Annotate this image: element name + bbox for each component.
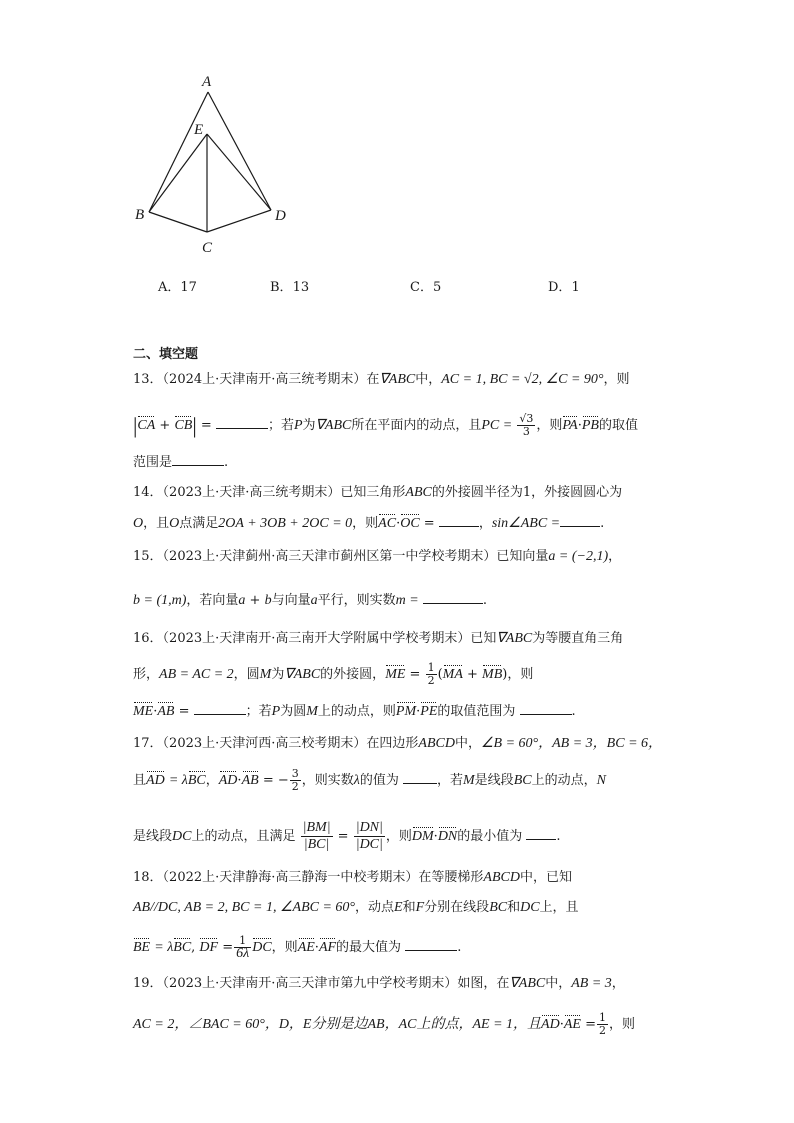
vector-a: a: [310, 593, 318, 608]
text: 和: [402, 900, 416, 915]
ab-ac: AB = AC = 2: [159, 667, 234, 682]
answer-blank[interactable]: [194, 702, 246, 715]
text: ，: [205, 773, 219, 788]
q14-line2: O，且O点满足2OA + 3OB + 2OC = 0，则AC·OC = ，sin∠ABC = .: [133, 516, 605, 531]
text: ，若向量: [186, 593, 239, 608]
vector-me: ME: [133, 704, 154, 719]
point-p: P: [271, 704, 281, 719]
text: 范围是: [133, 455, 173, 470]
q16-line3: ME·AB = ；若P为圆M上的动点，则PM·PE的取值范围为 .: [133, 704, 576, 719]
condition: AC = 1, BC = √2, ∠C = 90°: [441, 372, 604, 387]
choice-value: 1: [571, 280, 580, 295]
text: ，则: [603, 372, 630, 387]
text: ，: [608, 549, 622, 564]
vector-ac: AC: [378, 516, 397, 531]
text: 点满足: [179, 516, 219, 531]
segment-ed: [207, 134, 271, 210]
frac-den: 2: [427, 674, 435, 687]
vector-pm: PM: [395, 704, 417, 719]
text: ，则: [536, 418, 563, 433]
abc: ABC: [405, 485, 432, 500]
text: .: [556, 829, 561, 844]
frac-den: 6λ: [236, 946, 250, 961]
question-number: 17．: [133, 736, 163, 751]
condition: AC = 2，∠BAC = 60°，D，E分别是边AB，AC上的点，AE = 1，且: [133, 1017, 542, 1032]
segment-bc-label: BC: [489, 900, 508, 915]
triangle-symbol: ∇ABC: [379, 372, 416, 387]
text: =: [585, 1017, 596, 1032]
section-title: 二、填空题: [133, 347, 199, 362]
text: = −: [262, 773, 289, 788]
text: ,: [191, 940, 200, 955]
vector-dm: DM: [411, 829, 434, 844]
frac-num: √3: [519, 412, 534, 425]
question-source: （2023上·天津河西·高三校考期末）在四边形: [162, 736, 419, 751]
label-d: D: [275, 208, 286, 224]
lambda-expr: = λ: [154, 940, 174, 955]
text: 与向量: [271, 593, 311, 608]
text: 形，: [133, 667, 160, 682]
label-e: E: [194, 122, 204, 138]
question-source: （2023上·天津南开·高三南开大学附属中学校考期末）已知: [162, 631, 497, 646]
text: ，则: [507, 667, 534, 682]
segment-dc-label: DC: [172, 829, 192, 844]
text: .: [224, 455, 229, 470]
fraction-sqrt3-3: [517, 413, 535, 438]
text: =: [178, 704, 194, 719]
text: 分别在线段: [424, 900, 490, 915]
text: 为: [271, 667, 285, 682]
text: 上的动点，且满足: [191, 829, 296, 844]
text: ，则: [352, 516, 379, 531]
text: ，若: [436, 773, 463, 788]
text: 是线段: [133, 829, 173, 844]
triangle-symbol: ∇ABC: [315, 418, 352, 433]
abs-left: |: [133, 413, 138, 438]
vector-af: AF: [318, 940, 337, 955]
point-n: N: [596, 773, 606, 788]
text: 的外接圆，: [320, 667, 386, 682]
answer-blank[interactable]: [423, 591, 483, 604]
text: 的最大值为: [336, 940, 402, 955]
q14-line1: [133, 484, 622, 502]
vector-dc: DC: [252, 940, 272, 955]
q17-line3: 是线段DC上的动点，且满足 $\frac{|BM|}{|BC|}$ = $\frac{|DN|}{|DC|}$ ，则DM·DN的最小值为 .: [133, 820, 561, 852]
choice-c[interactable]: [410, 276, 441, 295]
vector-ca: CA: [137, 418, 156, 433]
answer-blank[interactable]: [216, 416, 268, 429]
text: ，则: [385, 829, 412, 844]
text: 上，且: [539, 900, 579, 915]
vector-ab: AB: [157, 704, 175, 719]
vector-ae: AE: [563, 1017, 581, 1032]
fraction-half: [597, 1012, 608, 1037]
text: ，: [611, 976, 625, 991]
vector-ma: MA: [442, 667, 463, 682]
text: 中，已知: [519, 870, 572, 885]
text: 为圆: [280, 704, 307, 719]
point-o: O: [133, 516, 144, 531]
text: .: [457, 940, 462, 955]
choice-a[interactable]: [158, 276, 197, 295]
text: 的值为: [359, 773, 399, 788]
b-eq: b = (1,m): [133, 593, 187, 608]
text: 为: [302, 418, 316, 433]
vector-cb: CB: [174, 418, 193, 433]
condition: ∠B = 60°，AB = 3，BC = 6，: [480, 736, 663, 751]
segment-ab: [149, 92, 208, 212]
abcd: ABCD: [418, 736, 455, 751]
abcd: ABCD: [483, 870, 520, 885]
q19-line1: [133, 975, 625, 993]
vector-pe: PE: [420, 704, 438, 719]
q13-line1: [133, 371, 630, 389]
q18-line3: BE = λBC, DF = $\frac{1}{6\lambda}$ DC，则AE·AF的最大值为 .: [133, 934, 462, 961]
condition: AB//DC, AB = 2, BC = 1, ∠ABC = 60°: [133, 900, 356, 915]
frac-num: 1: [599, 1011, 606, 1024]
point-m: M: [463, 773, 475, 788]
text: ，圆: [233, 667, 260, 682]
answer-blank[interactable]: [520, 702, 572, 715]
text: ，则实数: [301, 773, 354, 788]
vector-pb: PB: [581, 418, 599, 433]
vector-b: b: [264, 593, 272, 608]
text: ；若: [267, 418, 294, 433]
vector-me: ME: [385, 667, 406, 682]
segment-dc: [207, 210, 271, 232]
frac-den: 3: [522, 425, 530, 438]
vector-ad: AD: [218, 773, 238, 788]
vector-mb: MB: [482, 667, 503, 682]
text: 所在平面内的动点，且: [351, 418, 482, 433]
choice-value: 5: [432, 280, 442, 295]
answer-blank[interactable]: [560, 514, 600, 527]
fraction-1-6lambda: [234, 935, 251, 960]
fraction-3-2: [290, 768, 301, 793]
text: ，: [478, 516, 492, 531]
text: 且: [133, 773, 147, 788]
condition: AB = 3: [571, 976, 612, 991]
q16-line2: 形，AB = AC = 2，圆M为∇ABC的外接圆，ME = $\frac{1}{2}$ (MA + MB)，则: [133, 661, 534, 687]
text: 的取值范围为: [437, 704, 516, 719]
frac-num: 1: [234, 935, 251, 948]
q13-line2: |CA + CB| = ；若P为∇ABC所在平面内的动点，且PC = $\frac{√3}{3}$ ，则PA·PB的取值: [133, 412, 638, 438]
question-source: （2024上·天津南开·高三统考期末）在: [162, 372, 380, 387]
frac-num: 3: [291, 767, 299, 780]
point-p: P: [293, 418, 303, 433]
choice-letter: C．: [410, 280, 433, 295]
text: 是线段: [474, 773, 514, 788]
text: .: [600, 516, 605, 531]
vector-a: a: [238, 593, 246, 608]
text: ，动点: [355, 900, 395, 915]
label-a: A: [202, 74, 212, 90]
answer-blank[interactable]: [526, 827, 556, 840]
figure-svg: [125, 70, 295, 260]
text: =: [423, 516, 439, 531]
question-source: （2023上·天津蓟州·高三天津市蓟州区第一中学校考期末）已知向量: [162, 549, 549, 564]
text: ，且: [143, 516, 170, 531]
sin-expr: sin∠ABC =: [491, 516, 561, 531]
question-number: 14．: [133, 485, 163, 500]
question-number: 13．: [133, 372, 163, 387]
m-expr: m =: [395, 593, 419, 608]
question-number: 15．: [133, 549, 163, 564]
vector-bc: BC: [173, 940, 192, 955]
frac-den: |BC|: [303, 837, 330, 852]
text: .: [571, 704, 576, 719]
q15-line1: [133, 548, 621, 566]
segment-dc-label: DC: [520, 900, 540, 915]
q18-line2: [133, 899, 579, 917]
pc-expr: PC =: [481, 418, 513, 433]
segment-bc: [149, 212, 207, 232]
vector-bc: BC: [187, 773, 206, 788]
q13-line3: [133, 453, 228, 472]
geometry-figure: [125, 70, 295, 260]
point-f: F: [415, 900, 425, 915]
fraction-dn-dc: [354, 820, 385, 853]
vector-ae: AE: [297, 940, 315, 955]
frac-den: 2: [291, 780, 299, 793]
q15-line2: b = (1,m)，若向量a + b与向量a平行，则实数m = .: [133, 593, 487, 608]
fraction-half: [426, 662, 437, 687]
label-b: B: [135, 207, 145, 223]
lambda: λ: [353, 773, 360, 788]
vector-oc: OC: [400, 516, 420, 531]
answer-blank[interactable]: [172, 453, 224, 466]
point-m: M: [306, 704, 318, 719]
question-source: （2022上·天津静海·高三静海一中校考期末）在等腰梯形: [162, 870, 484, 885]
question-number: 18．: [133, 870, 163, 885]
text: ，则: [609, 1017, 636, 1032]
text: 中，: [545, 976, 572, 991]
q17-line2: 且AD = λBC，AD·AB = − $\frac{3}{2}$ ，则实数λ的值为 ，若M是线段BC上的动点，N: [133, 767, 606, 793]
answer-blank[interactable]: [403, 771, 437, 784]
question-number: 16．: [133, 631, 163, 646]
triangle-symbol: ∇ABC: [496, 631, 533, 646]
text: 和: [507, 900, 521, 915]
segment-eb: [149, 134, 207, 212]
vector-dn: DN: [437, 829, 458, 844]
lambda-expr: = λ: [168, 773, 188, 788]
text: .: [482, 593, 487, 608]
choice-value: 13: [292, 280, 310, 295]
frac-num: 1: [427, 661, 435, 674]
q19-line2: AC = 2，∠BAC = 60°，D，E分别是边AB，AC上的点，AE = 1，且AD·AE = $\frac{1}{2}$ ，则: [133, 1011, 636, 1037]
point-o: O: [169, 516, 180, 531]
text: ；若: [245, 704, 272, 719]
point-m: M: [259, 667, 272, 682]
abs-right: |: [192, 413, 197, 438]
vector-ab: AB: [241, 773, 259, 788]
text: 的外接圆半径为1，外接圆圆心为: [431, 485, 623, 500]
choice-letter: A．: [158, 280, 181, 295]
segment-ad: [208, 92, 271, 210]
question-source: （2023上·天津·高三统考期末）已知三角形: [162, 485, 406, 500]
frac-num: |DN|: [355, 820, 383, 835]
q17-line1: [133, 735, 662, 753]
choice-value: 17: [180, 280, 197, 295]
a-eq: a = (−2,1): [548, 549, 609, 564]
frac-den: 2: [599, 1024, 606, 1037]
fraction-bm-bc: [301, 820, 333, 853]
question-number: 19．: [133, 976, 163, 991]
vector-be: BE: [133, 940, 151, 955]
text: 的取值: [598, 418, 638, 433]
text: ，则: [271, 940, 298, 955]
text: =: [200, 418, 216, 433]
frac-num: |BM|: [302, 820, 331, 835]
triangle-symbol: ∇ABC: [509, 976, 546, 991]
text: 中，: [415, 372, 442, 387]
text: =: [222, 940, 234, 955]
triangle-symbol: ∇ABC: [284, 667, 321, 682]
text: 中，: [454, 736, 481, 751]
vector-equation: 2OA + 3OB + 2OC = 0: [218, 516, 353, 531]
segment-bc-label: BC: [513, 773, 532, 788]
answer-blank[interactable]: [439, 514, 479, 527]
vector-ad: AD: [146, 773, 165, 788]
choice-b[interactable]: [270, 276, 309, 295]
point-e: E: [394, 900, 403, 915]
choice-letter: B．: [270, 280, 293, 295]
q16-line1: [133, 630, 623, 648]
text: 的最小值为: [457, 829, 523, 844]
vector-pa: PA: [562, 418, 578, 433]
text: 为等腰直角三角: [532, 631, 624, 646]
text: 上的动点，: [531, 773, 597, 788]
vector-df: DF: [199, 940, 219, 955]
frac-den: |DC|: [355, 837, 383, 852]
choice-letter: D．: [548, 280, 572, 295]
text: 上的动点，则: [317, 704, 396, 719]
choice-d[interactable]: [548, 276, 580, 295]
vector-ad: AD: [541, 1017, 560, 1032]
answer-blank[interactable]: [405, 938, 457, 951]
q18-line1: [133, 869, 572, 887]
text: 平行，则实数: [317, 593, 396, 608]
label-c: C: [202, 240, 213, 256]
question-source: （2023上·天津南开·高三天津市第九中学校考期末）如图，在: [162, 976, 510, 991]
